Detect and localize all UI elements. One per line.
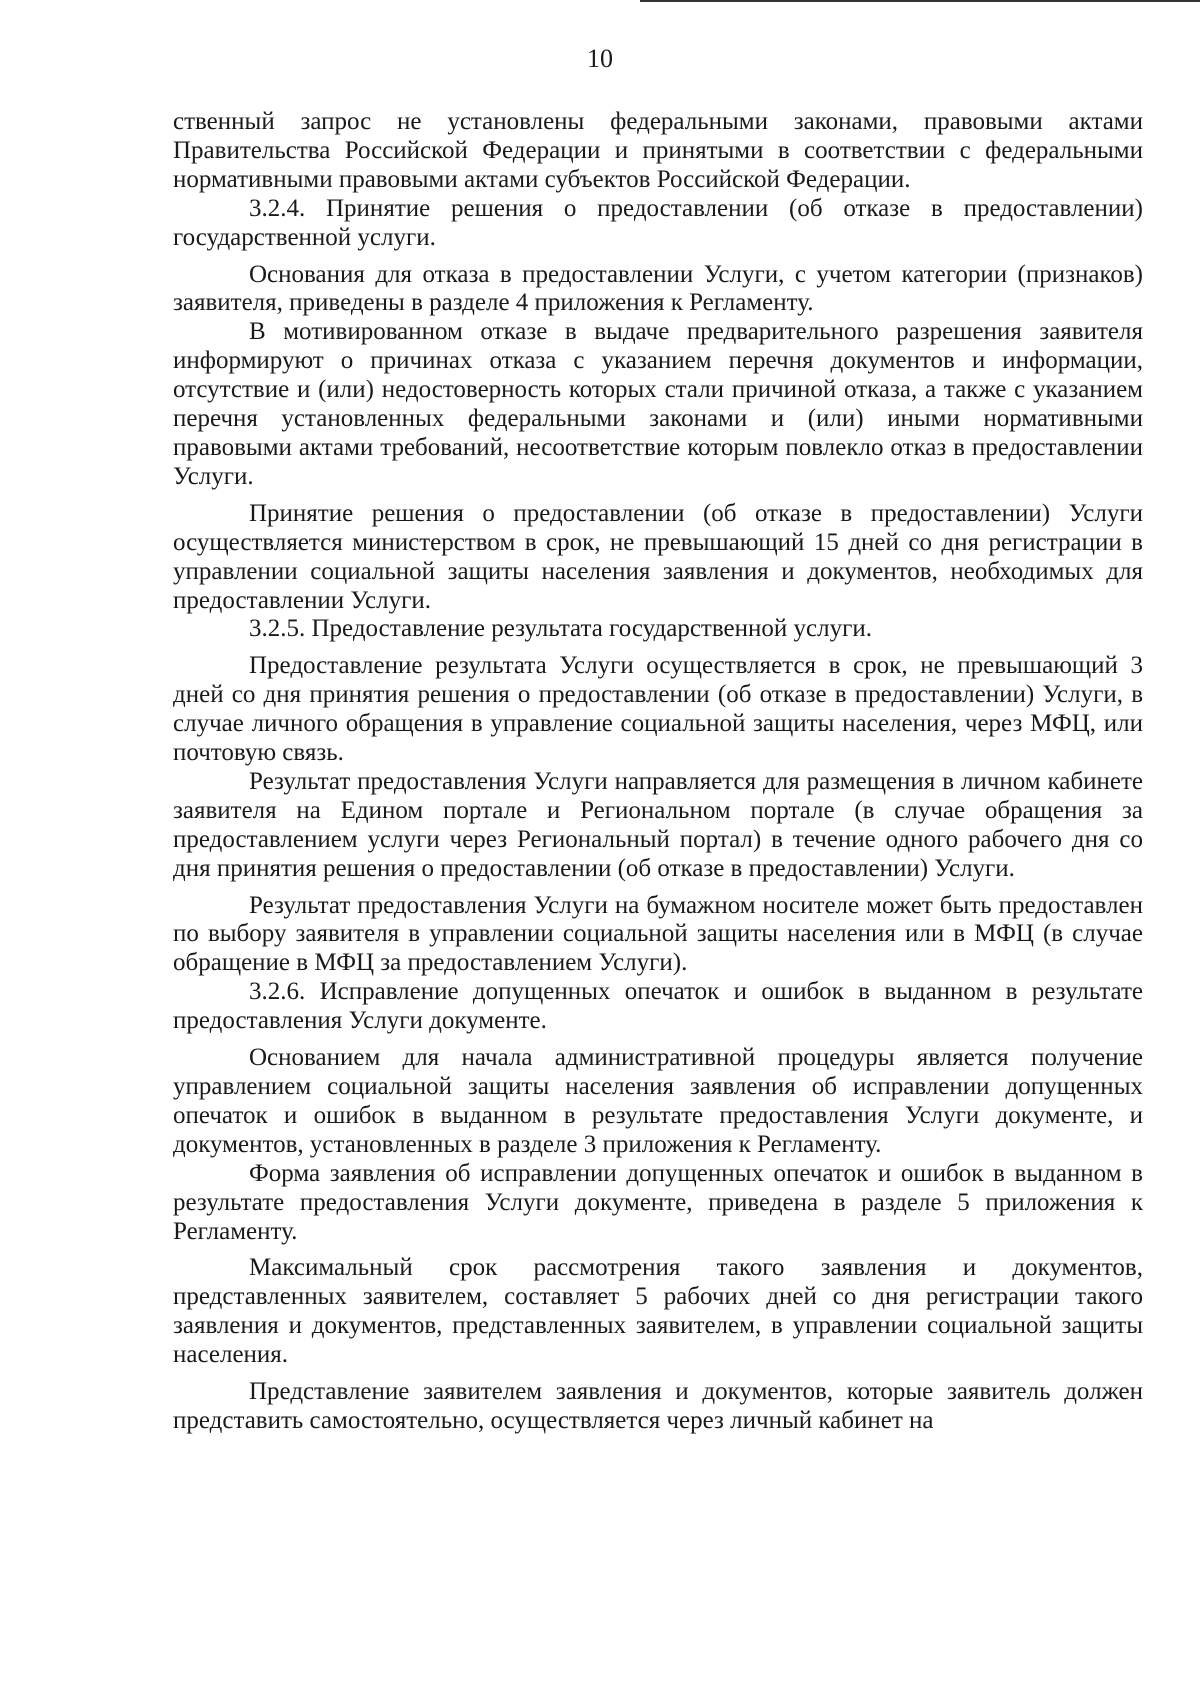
paragraph: Результат предоставления Услуги на бумажном носителе может быть предоставлен по выбору заявителя в управлении социальной защиты населения или в МФЦ (в случае обращение в МФЦ за предоставлением Услуги). xyxy=(173,891,1143,977)
paragraph-continuation: ственный запрос не установлены федеральными законами, правовыми актами Правительства Российской Федерации и принятыми в соответствии с федеральными нормативными правовыми актами субъектов Российской Федерации. xyxy=(173,108,1143,193)
paragraph: Основания для отказа в предоставлении Услуги, с учетом категории (признаков) заявителя, приведены в разделе 4 приложения к Регламенту. xyxy=(173,260,1143,317)
section-heading-3-2-4: 3.2.4. Принятие решения о предоставлении (об отказе в предоставлении) государственной услуги. xyxy=(173,194,1143,251)
paragraph: Результат предоставления Услуги направляется для размещения в личном кабинете заявителя на Едином портале и Региональном портале (в случае обращения за предоставлением услуги через Региональный портал) в течение одного рабочего дня со дня принятия решения о предоставлении (об отказе в предоставлении) Услуги. xyxy=(173,767,1143,882)
section-heading-3-2-5: 3.2.5. Предоставление результата государственной услуги. xyxy=(249,615,872,643)
page-number: 10 xyxy=(587,44,613,73)
top-rule xyxy=(640,0,1200,2)
section-heading-3-2-6: 3.2.6. Исправление допущенных опечаток и ошибок в выданном в результате предоставления Услуги документе. xyxy=(173,978,1143,1035)
paragraph: Предоставление результата Услуги осуществляется в срок, не превышающий 3 дней со дня принятия решения о предоставлении (об отказе в предоставлении) Услуги, в случае личного обращения в управление социальной защиты населения, через МФЦ, или почтовую связь. xyxy=(173,652,1143,767)
paragraph: Принятие решения о предоставлении (об отказе в предоставлении) Услуги осуществляется министерством в срок, не превышающий 15 дней со дня регистрации в управлении социальной защиты населения заявления и документов, необходимых для предоставлении Услуги. xyxy=(173,499,1143,614)
paragraph: Максимальный срок рассмотрения такого заявления и документов, представленных заявителем, составляет 5 рабочих дней со дня регистрации такого заявления и документов, представленных заявителем, в управлении социальной защиты населения. xyxy=(173,1254,1143,1369)
paragraph: Форма заявления об исправлении допущенных опечаток и ошибок в выданном в результате предоставления Услуги документе, приведена в разделе 5 приложения к Регламенту. xyxy=(173,1159,1143,1245)
paragraph: В мотивированном отказе в выдаче предварительного разрешения заявителя информируют о причинах отказа с указанием перечня документов и информации, отсутствие и (или) недостоверность которых стали причиной отказа, а также с указанием перечня установленных федеральными законами и (или) иными нормативными правовыми актами требований, несоответствие которым повлекло отказ в предоставлении Услуги. xyxy=(173,318,1143,490)
document-body xyxy=(173,108,1143,1436)
paragraph: Основанием для начала административной процедуры является получение управлением социальной защиты населения заявления об исправлении допущенных опечаток и ошибок в выданном в результате предоставления Услуги документе, и документов, установленных в разделе 3 приложения к Регламенту. xyxy=(173,1044,1143,1158)
paragraph: Представление заявителем заявления и документов, которые заявитель должен представить самостоятельно, осуществляется через личный кабинет на xyxy=(173,1378,1143,1434)
